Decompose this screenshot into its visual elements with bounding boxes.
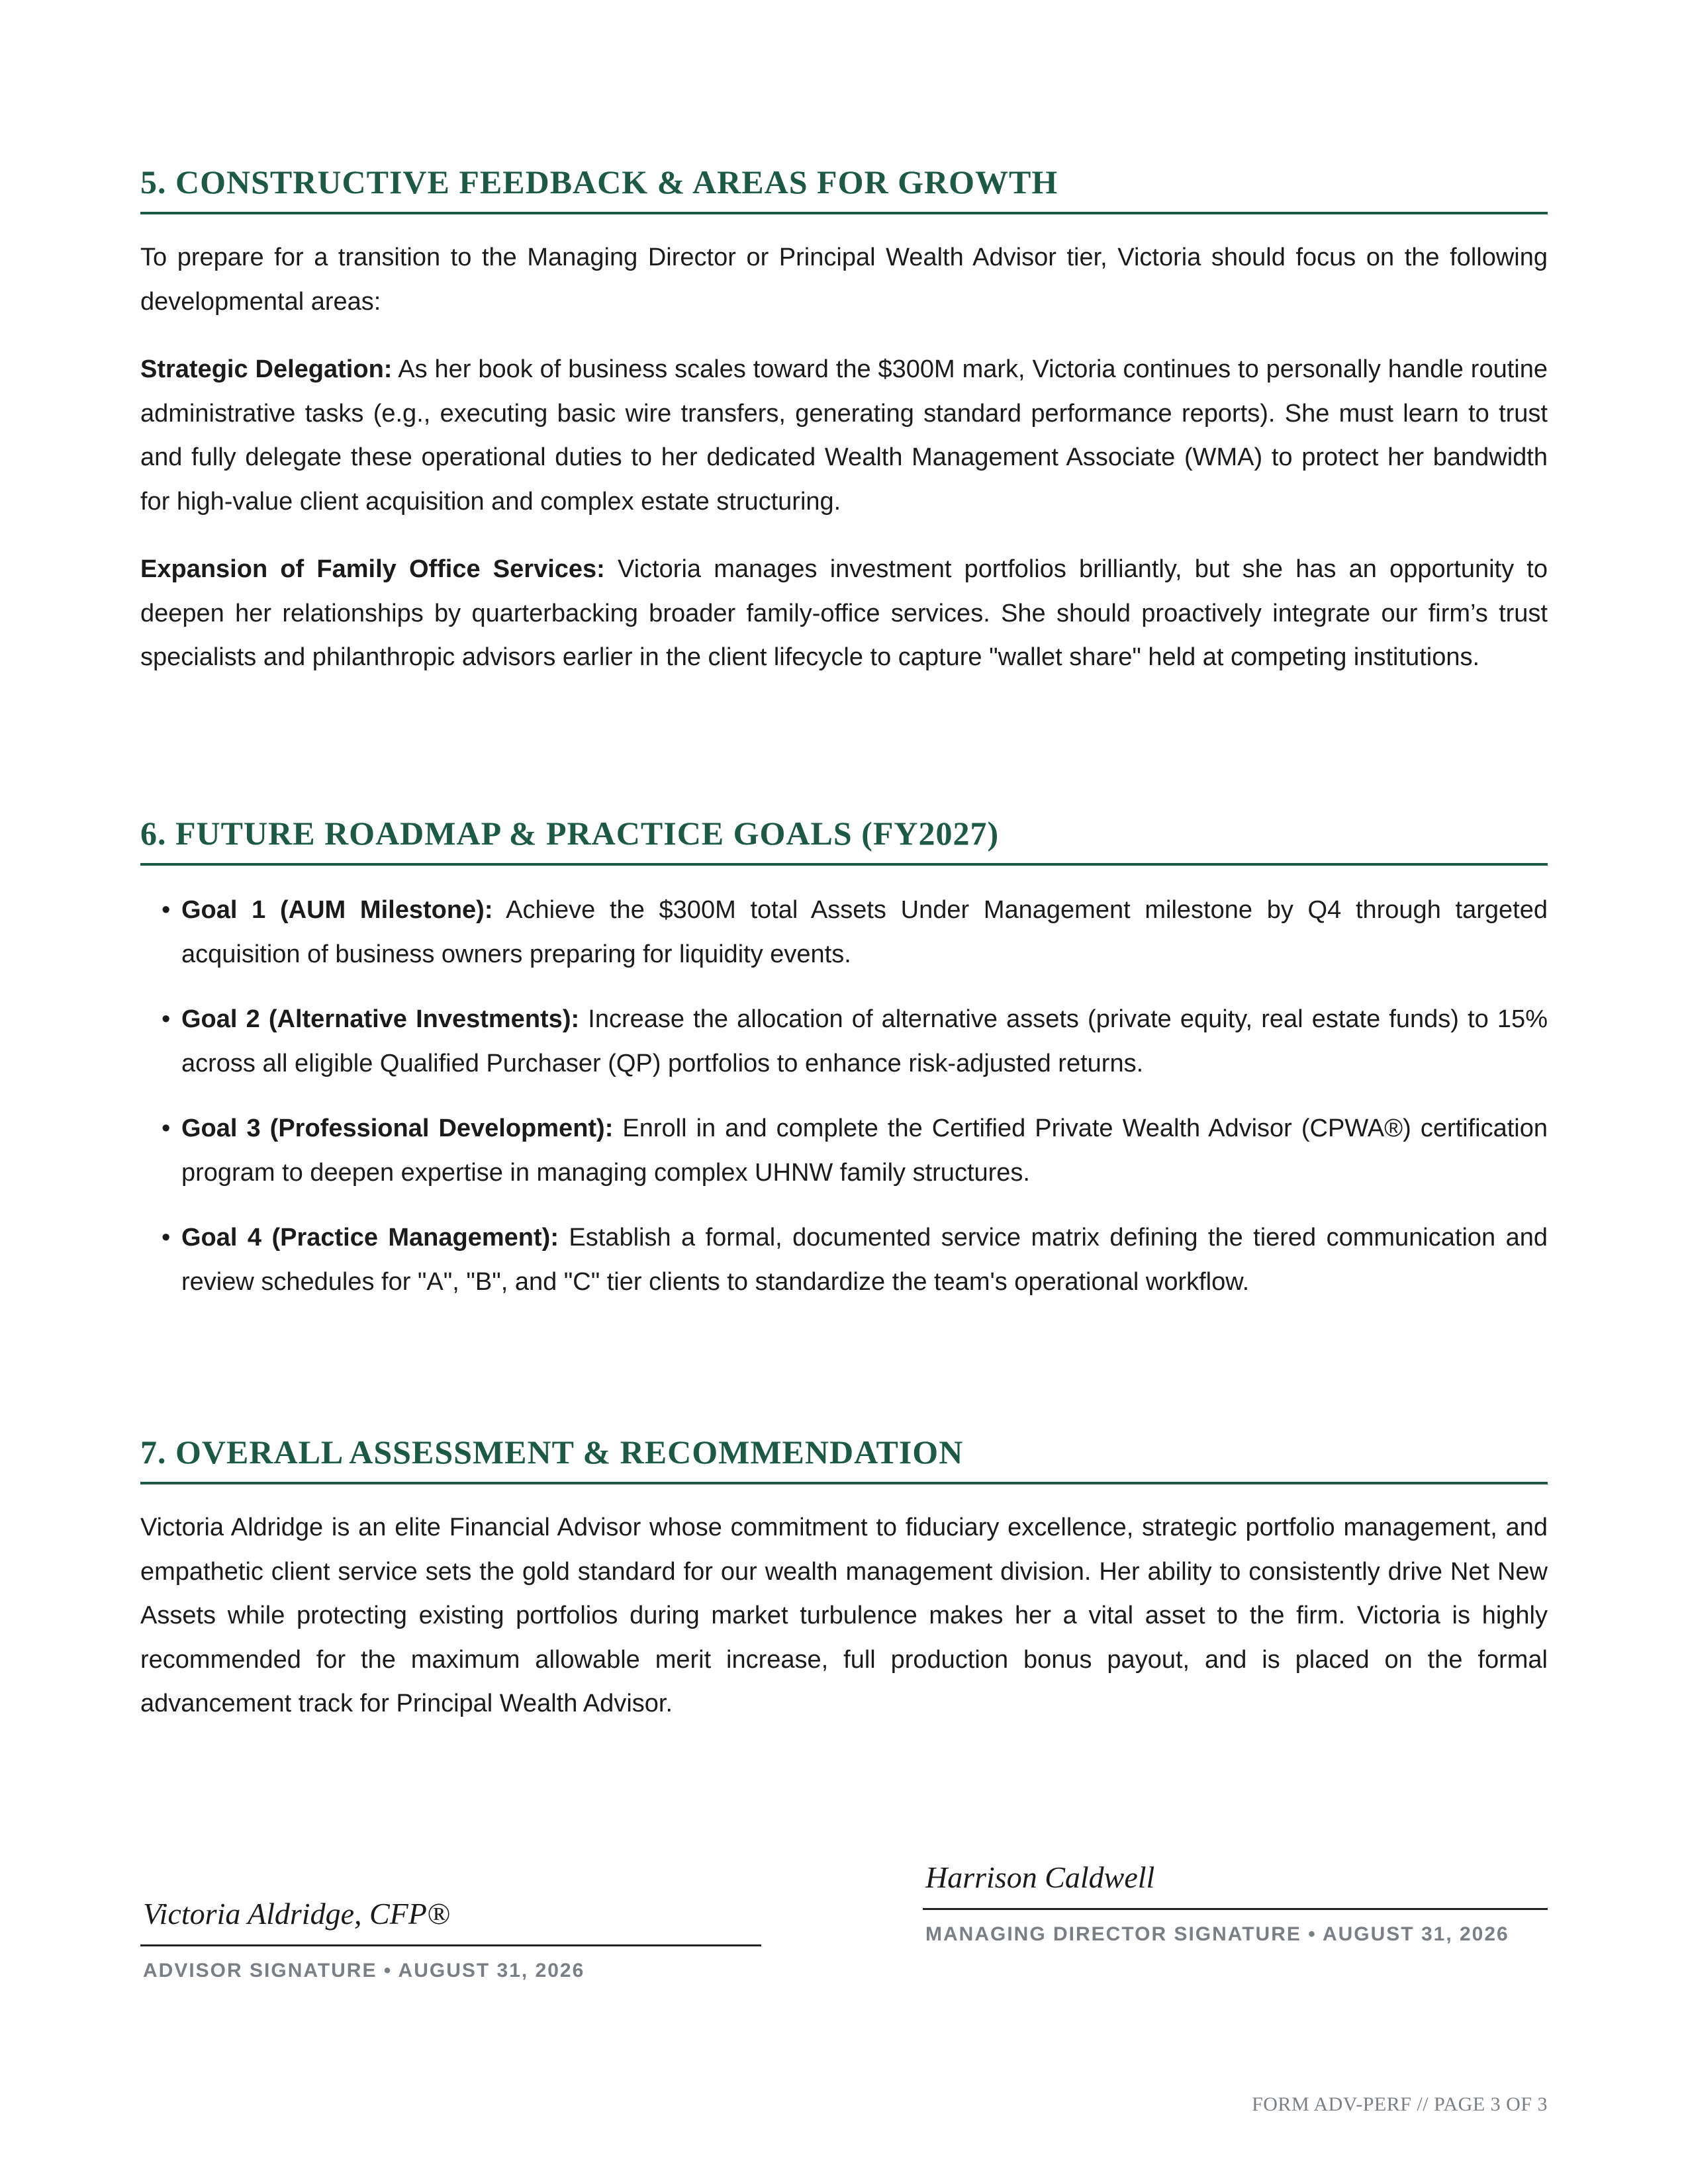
- list-item: [140, 888, 1548, 976]
- section-heading: 6. FUTURE ROADMAP & PRACTICE GOALS (FY2027): [140, 814, 1548, 866]
- advisor-signature-caption: ADVISOR SIGNATURE • AUGUST 31, 2026: [143, 1960, 585, 1981]
- bullet-icon: •: [162, 1115, 171, 1142]
- goals-list: [140, 888, 1548, 1304]
- signature-line: [923, 1908, 1548, 1910]
- page-footer: FORM ADV-PERF // PAGE 3 OF 3: [1252, 2093, 1548, 2115]
- managing-director-signature-block: [923, 1856, 1548, 1952]
- section-intro: To prepare for a transition to the Managing Director or Principal Wealth Advisor tier, Victoria should focus on the following developmental areas:: [140, 244, 1548, 316]
- section-future-roadmap: [140, 814, 1548, 1325]
- managing-director-signature: Harrison Caldwell: [925, 1860, 1155, 1894]
- advisor-signature: Victoria Aldridge, CFP®: [143, 1897, 450, 1931]
- list-item: [140, 1107, 1548, 1195]
- managing-director-signature-caption: MANAGING DIRECTOR SIGNATURE • AUGUST 31, 2026: [925, 1923, 1509, 1945]
- paragraph-label: Strategic Delegation:: [140, 355, 393, 383]
- bullet-icon: •: [162, 896, 171, 924]
- paragraph-text: Victoria manages investment portfolios brilliantly, but she has an opportunity to deepen her relationships by quarterbacking broader family-office services. She should proactively integrate our firm’s trust specialists and philanthropic advisors earlier in the client lifecycle to capture "wallet share" held at competing institutions.: [140, 555, 1548, 671]
- section-heading: 7. OVERALL ASSESSMENT & RECOMMENDATION: [140, 1433, 1548, 1484]
- signature-line: [140, 1944, 761, 1946]
- goal-text: Achieve the $300M total Assets Under Management milestone by Q4 through targeted acquisition of business owners preparing for liquidity events.: [181, 896, 1548, 968]
- section-overall-assessment: [140, 1433, 1548, 1726]
- strategic-delegation-paragraph: [140, 347, 1548, 523]
- paragraph-text: As her book of business scales toward the $300M mark, Victoria continues to personally handle routine administrative tasks (e.g., executing basic wire transfers, generating standard performance reports). She must learn to trust and fully delegate these operational duties to her dedicated Wealth Management Associate (WMA) to protect her bandwidth for high-value client acquisition and complex estate structuring.: [140, 355, 1548, 516]
- goal-label: Goal 3 (Professional Development):: [181, 1115, 614, 1142]
- list-item: [140, 1216, 1548, 1304]
- list-item: [140, 997, 1548, 1085]
- assessment-summary: Victoria Aldridge is an elite Financial Advisor whose commitment to fiduciary excellence, strategic portfolio management, and empathetic client service sets the gold standard for our wealth management division. Her ability to consistently drive Net New Assets while protecting existing portfolios during market turbulence makes her a vital asset to the firm. Victoria is highly recommended for the maximum allowable merit increase, full production bonus payout, and is placed on the formal advancement track for Principal Wealth Advisor.: [140, 1514, 1548, 1717]
- goal-text: Increase the allocation of alternative assets (private equity, real estate funds) to 15% across all eligible Qualified Purchaser (QP) portfolios to enhance risk-adjusted returns.: [181, 1005, 1548, 1077]
- paragraph-label: Expansion of Family Office Services:: [140, 555, 605, 583]
- bullet-icon: •: [162, 1224, 171, 1251]
- goal-label: Goal 1 (AUM Milestone):: [181, 896, 493, 924]
- goal-label: Goal 4 (Practice Management):: [181, 1224, 559, 1251]
- bullet-icon: •: [162, 1005, 171, 1033]
- goal-label: Goal 2 (Alternative Investments):: [181, 1005, 580, 1033]
- section-constructive-feedback: [140, 163, 1548, 680]
- family-office-paragraph: [140, 547, 1548, 680]
- section-heading: 5. CONSTRUCTIVE FEEDBACK & AREAS FOR GROWTH: [140, 163, 1548, 214]
- advisor-signature-block: [140, 1893, 761, 1989]
- goal-text: Establish a formal, documented service matrix defining the tiered communication and review schedules for "A", "B", and "C" tier clients to standardize the team's operational workflow.: [181, 1224, 1548, 1296]
- goal-text: Enroll in and complete the Certified Private Wealth Advisor (CPWA®) certification program to deepen expertise in managing complex UHNW family structures.: [181, 1115, 1548, 1187]
